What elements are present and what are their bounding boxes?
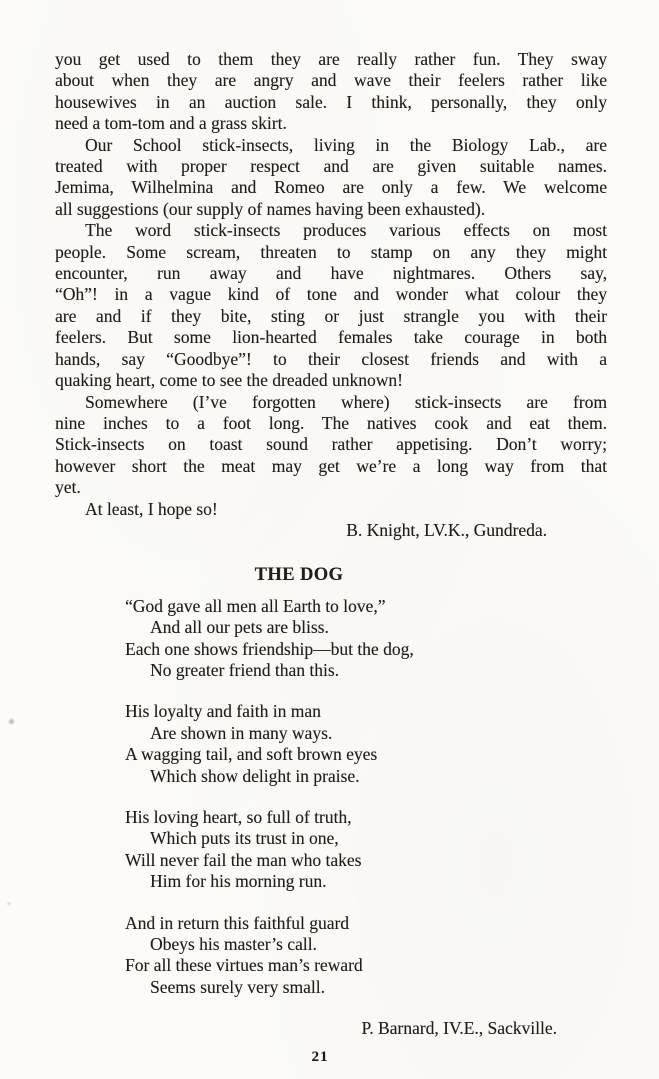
text-line: quaking heart, come to see the dreaded unknown! (55, 370, 403, 391)
poem-line: Seems surely very small. (150, 976, 325, 997)
poem-line: Obeys his master’s call. (150, 934, 317, 955)
poem-line: Which show delight in praise. (150, 765, 360, 786)
poem-stanza-2 (125, 701, 607, 787)
text-line: Stick-insects on toast sound rather appetising. Don’t worry; (55, 434, 607, 455)
paragraph-closing-remark (55, 499, 607, 520)
poem-stanza-1 (125, 596, 607, 682)
text-line: Somewhere (I’ve forgotten where) stick-insects are from (85, 391, 607, 412)
poem-line: A wagging tail, and soft brown eyes (125, 744, 378, 765)
scan-speck (6, 901, 12, 906)
text-line: encounter, run away and have nightmares. Others say, (55, 263, 607, 284)
text-line: “Oh”! in a vague kind of tone and wonder what colour they (55, 284, 607, 305)
poem-stanza-4 (125, 913, 607, 999)
poem-line: Him for his morning run. (150, 871, 327, 892)
text-line: At least, I hope so! (85, 498, 218, 519)
text-line: treated with proper respect and are given suitable names. (55, 156, 607, 177)
page-number: 21 (311, 1048, 329, 1065)
poem-line: His loyalty and faith in man (125, 701, 321, 722)
text-line: are and if they bite, sting or just strangle you with their (55, 305, 607, 326)
paragraph-stick-insects-1 (55, 49, 607, 135)
poem-line: Each one shows friendship—but the dog, (125, 638, 414, 659)
poem-line: His loving heart, so full of truth, (125, 807, 352, 827)
poem-line: No greater friend than this. (150, 659, 340, 680)
text-line: people. Some scream, threaten to stamp on any they might (55, 241, 607, 262)
text-line: hands, say “Goodbye”! to their closest friends and with a (55, 348, 607, 369)
poem-line: For all these virtues man’s reward (125, 955, 363, 976)
poem-line: And all our pets are bliss. (150, 617, 329, 638)
poem-body (55, 596, 607, 999)
text-line: all suggestions (our supply of names having been exhausted). (55, 198, 486, 219)
text-line: feelers. But some lion-hearted females take courage in both (55, 327, 607, 348)
article-body (55, 49, 607, 1068)
poem-title: THE DOG (254, 565, 344, 586)
text-line: however short the meat may get we’re a long way from that (55, 455, 607, 476)
poem-line: “God gave all men all Earth to love,” (125, 595, 386, 616)
text-line: you get used to them they are really rather fun. They sway (55, 49, 607, 69)
text-line: housewives in an auction sale. I think, personally, they only (55, 91, 607, 112)
poem-attribution: P. Barnard, IV.E., Sackville. (361, 1018, 557, 1039)
paragraph-stick-insects-2 (55, 135, 607, 221)
text-line: Jemima, Wilhelmina and Romeo are only a few. We welcome (55, 177, 607, 198)
text-line: about when they are angry and wave their feelers rather like (55, 70, 607, 91)
poem-line: Which puts its trust in one, (150, 828, 339, 849)
text-line: The word stick-insects produces various effects on most (85, 220, 607, 241)
paragraph-stick-insects-4 (55, 392, 607, 499)
paragraph-stick-insects-3 (55, 220, 607, 391)
poem-line: And in return this faithful guard (125, 912, 350, 933)
article-attribution: B. Knight, LV.K., Gundreda. (346, 519, 547, 540)
text-line: need a tom-tom and a grass skirt. (55, 113, 287, 134)
text-line: yet. (55, 477, 81, 498)
poem-stanza-3 (125, 807, 607, 893)
text-line: Our School stick-insects, living in the Biology Lab., are (85, 134, 607, 155)
poem-line: Are shown in many ways. (150, 722, 333, 743)
text-line: nine inches to a foot long. The natives cook and eat them. (55, 412, 607, 433)
scan-speck (8, 718, 15, 725)
poem-line: Will never fail the man who takes (125, 849, 362, 870)
